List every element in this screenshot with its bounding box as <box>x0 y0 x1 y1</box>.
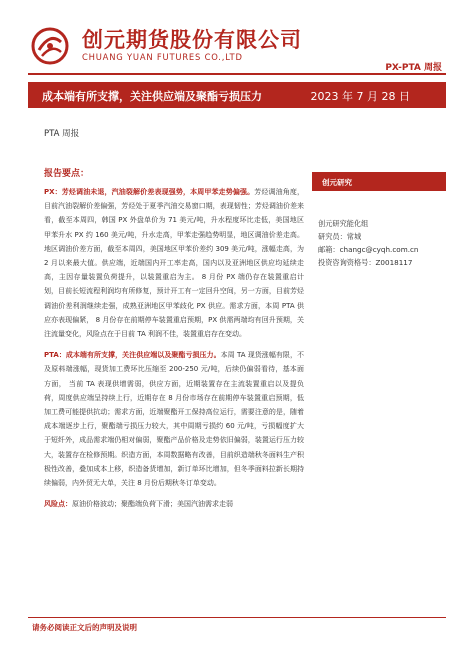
key-points-heading: 报告要点： <box>44 169 90 179</box>
report-body <box>44 166 304 511</box>
sidebar-header: 创元研究 <box>312 172 446 191</box>
px-lead: PX：芳烃调油未退，汽油裂解价差表现强势，本周甲苯走势偏强。 <box>44 188 255 196</box>
risk-paragraph <box>44 497 304 511</box>
license-number: 投资咨询资格号：Z0018117 <box>318 258 413 267</box>
analyst-name: 研究员：常城 <box>318 232 362 241</box>
report-title-bar <box>28 82 446 108</box>
analyst-email[interactable]: 邮箱：changc@cyqh.com.cn <box>318 245 419 254</box>
px-paragraph <box>44 185 304 341</box>
research-team: 创元研究能化组 <box>318 219 369 228</box>
px-body: 芳烃调油角度，目前汽油裂解价差偏强，芳烃处于夏季汽油交易窗口期，表现韧性；芳烃调油价差来看，截至本周四，韩国 PX 外盘单价为 71 美元/吨，升水程度环比走低，美国地区甲苯升水 PX 约 160 美元/吨，升水走高，甲苯走强趋势明显，地区调油价差走高。地区调油价差方面，截至本周四，美国地区甲苯价差约 309 美元/吨，涨幅走高，为 2 月以来最大值。供应端，近端国内开工率走高，国内以及亚洲地区供应均延续走高，主因存量装置负荷提升，以装置重启为主。 8 月份 PX 端仍存在装置重启计划，目前长短流程利润均有所修复，预计开工有一定回升空间，另一方面，目前芳烃调油价差利润继续走强，成熟亚洲地区甲苯歧化 PX 供应。需求方面，本周 PTA 供应亦表现偏紧， 8 月份存在前期停车装置重启预期，PX 供需两端均有回升预期，关注流量变化，风险点在于目前 TA 利润不佳，装置重启存在变动。 <box>44 188 305 339</box>
company-name-cn: 创元期货股份有限公司 <box>82 28 302 52</box>
pta-body: 本周 TA 现货涨幅有限，不及原料端涨幅，现货加工费环比压缩至 200-250 元/吨，后续仍偏弱看待，基本面方面， 当前 TA 表现供增需弱，供应方面，近期装置存在主流装置重启以及提负荷，周度供应端呈持续上行，近期存在 8 月份市场存在前期停车装置重启预期，低加工费可能提供抗动；需求方面，近端聚酯开工保持高位运行，需要注意的是，随着成本端逐步上行，聚酯端亏损压力较大，其中周期亏损约 60 元/吨，亏损幅度扩大于短纤外，成品需求端仍相对偏弱，聚酯产品价格及走势依旧偏弱，装置运行压力较大，装置存在检修预期。织造方面，本周数据略有改善，目前织造端秋冬面料生产积极性改善，叠加成本上移，织造备货增加，新订单环比增加，但冬季面料拉新长期持续偏弱，内外贸无大单，关注 8 月份后期秋冬订单变动。 <box>44 351 304 488</box>
report-category: PTA 周报 <box>44 129 80 139</box>
pta-paragraph <box>44 348 304 490</box>
pta-lead: PTA：成本端有所支撑，关注供应端以及聚酯亏损压力。 <box>44 351 221 360</box>
company-name-en: CHUANG YUAN FUTURES CO.,LTD <box>82 52 243 62</box>
analyst-info <box>312 217 446 269</box>
report-title: 成本端有所支撑，关注供应端及聚酯亏损压力 <box>42 90 262 103</box>
footer-divider <box>28 617 446 618</box>
report-date: 2023 年 7 月 28 日 <box>310 90 410 103</box>
risk-lead: 风险点： <box>44 500 72 509</box>
footer-disclaimer: 请务必阅读正文后的声明及说明 <box>32 623 137 632</box>
page-header <box>0 0 474 80</box>
company-logo-icon <box>30 26 70 66</box>
risk-body: 原油价格波动；聚酯端负荷下滑；美国汽油需求走弱 <box>72 500 233 509</box>
analyst-sidebar <box>312 172 446 269</box>
document-type-label: PX-PTA 周报 <box>385 63 442 73</box>
header-divider <box>28 73 446 75</box>
